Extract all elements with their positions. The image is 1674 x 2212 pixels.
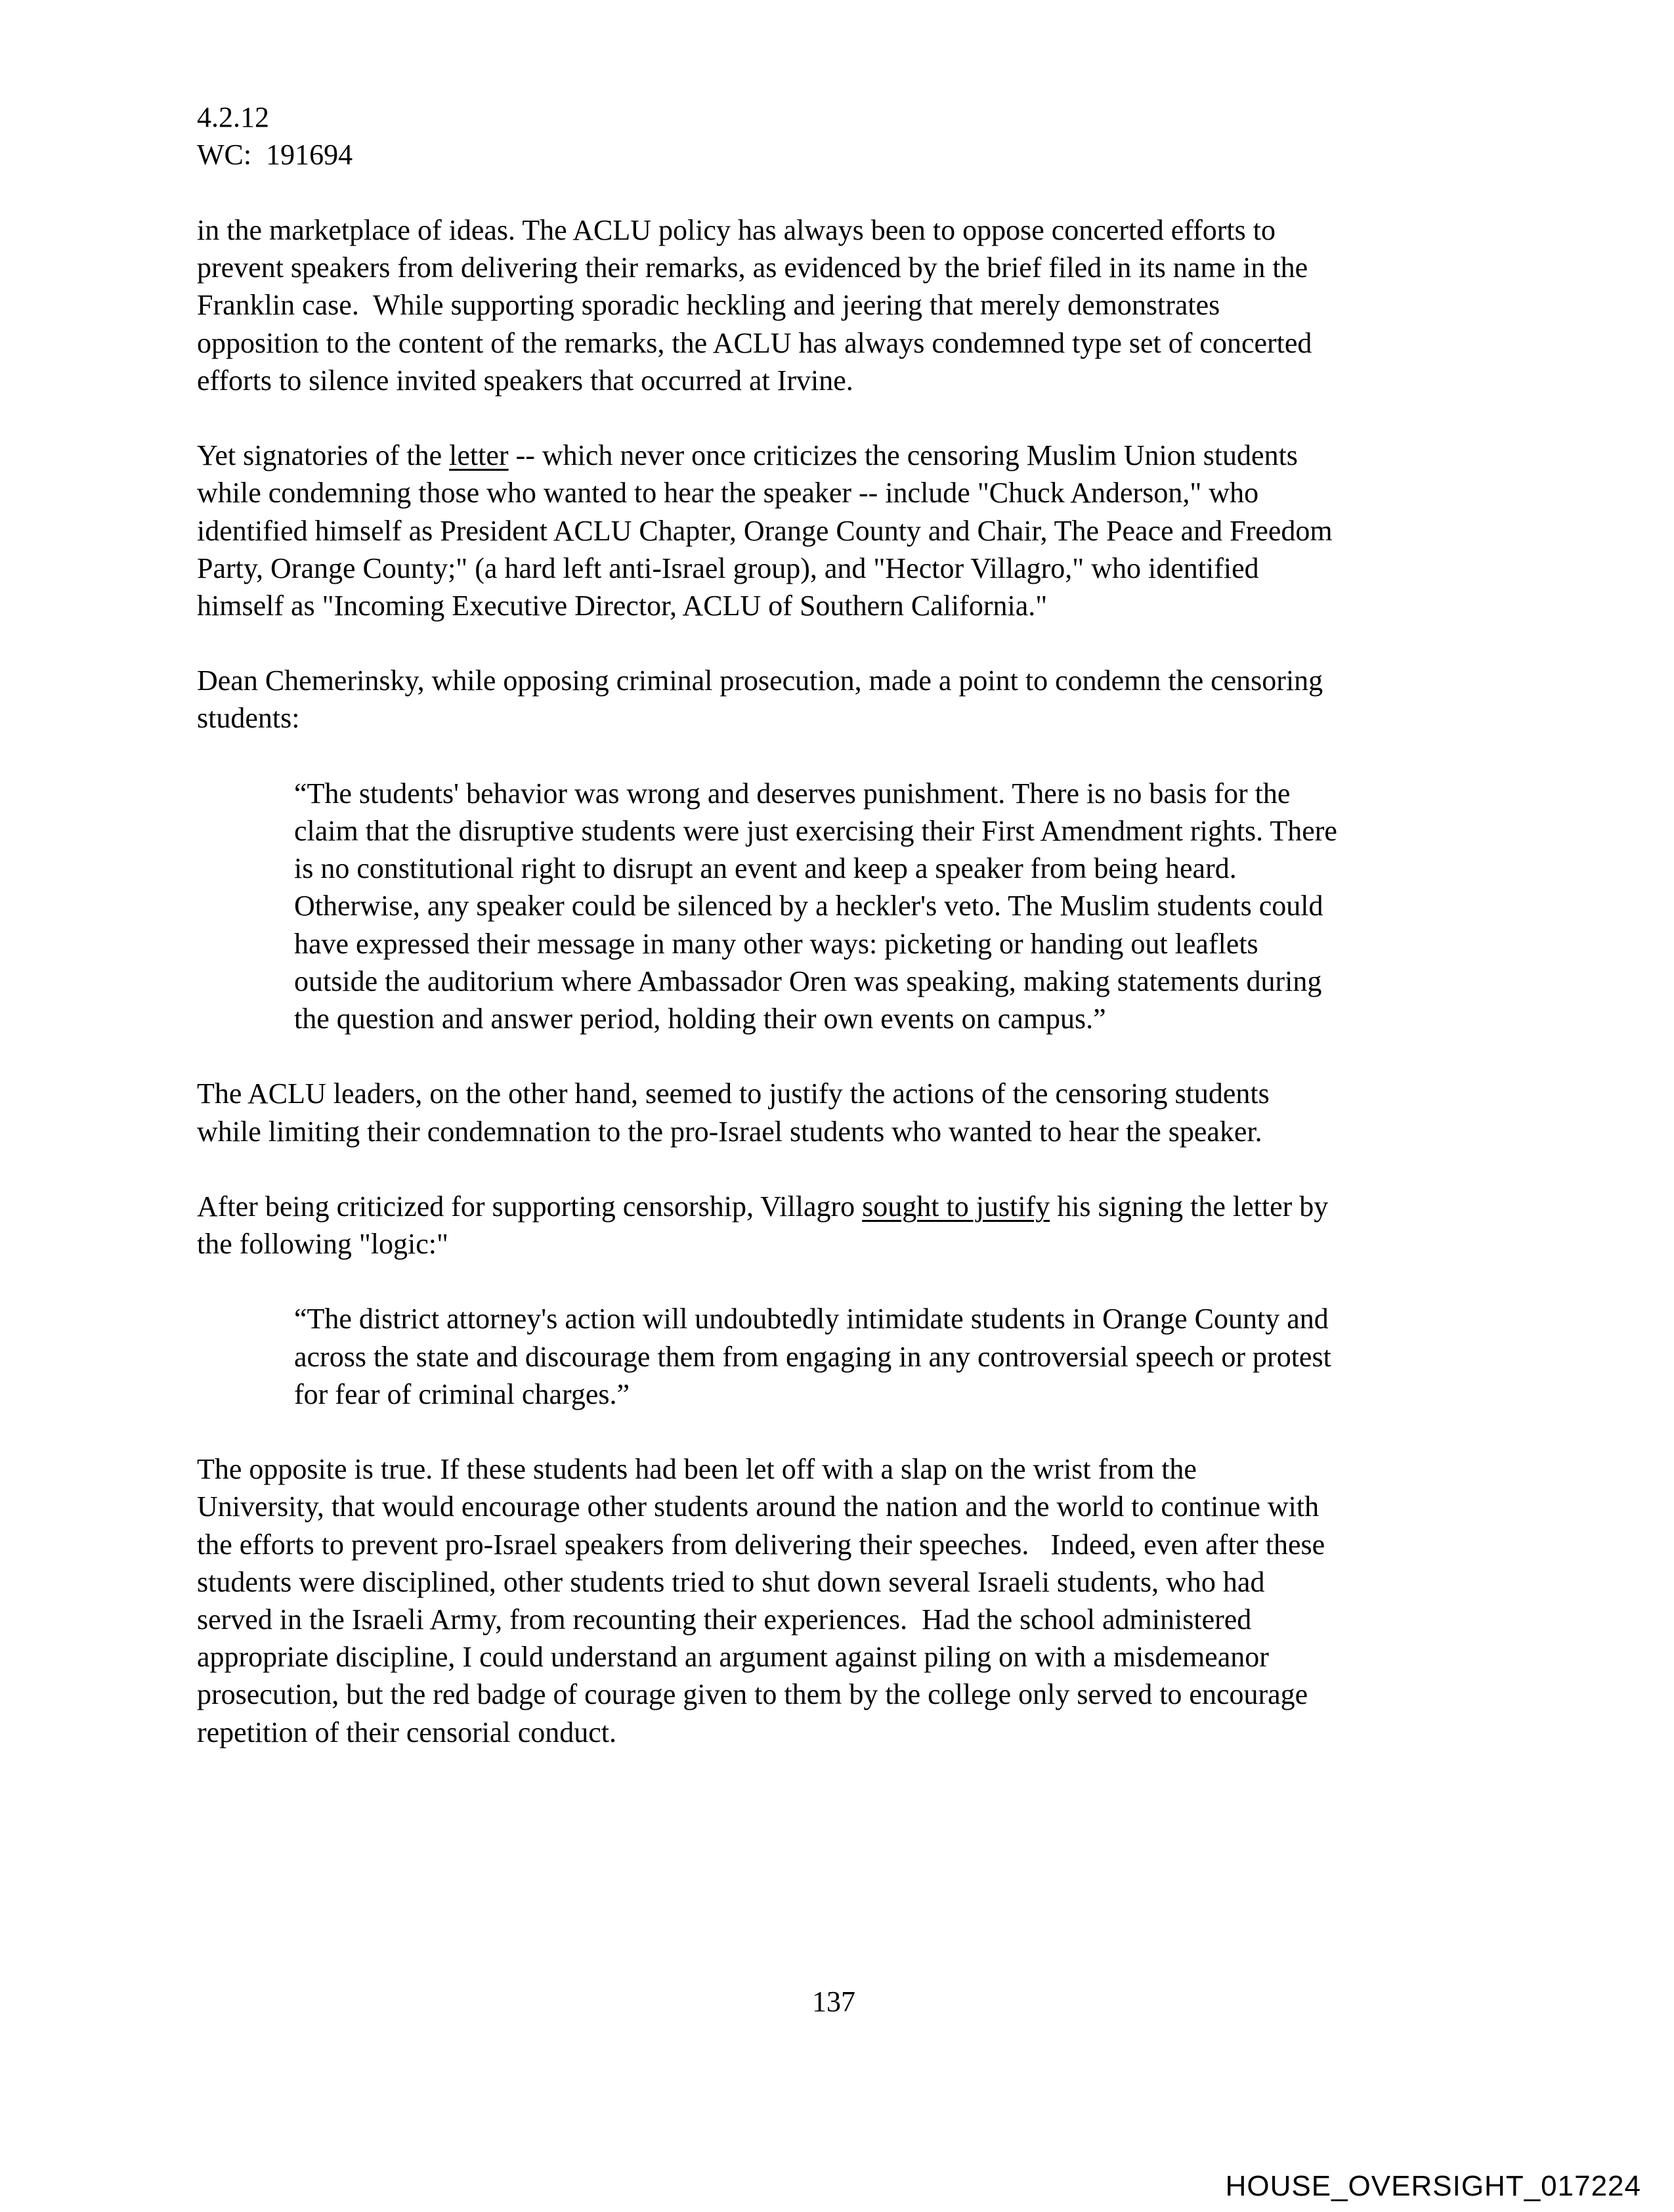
text-line: prevent speakers from delivering their remarks, as evidenced by the brief filed in its name in the bbox=[197, 251, 1308, 284]
text-line: while limiting their condemnation to the pro-Israel students who wanted to hear the speaker. bbox=[197, 1115, 1262, 1148]
text-line: while condemning those who wanted to hear the speaker -- include "Chuck Anderson," who bbox=[197, 477, 1259, 510]
document-header bbox=[197, 98, 353, 173]
text-line: the efforts to prevent pro-Israel speakers from delivering their speeches. Indeed, even after these bbox=[197, 1528, 1325, 1561]
text-line: appropriate discipline, I could understand an argument against piling on with a misdemeanor bbox=[197, 1641, 1269, 1674]
text-line: claim that the disruptive students were just exercising their First Amendment rights. There bbox=[294, 815, 1337, 847]
header-date: 4.2.12 bbox=[197, 101, 269, 133]
text-line: for fear of criminal charges.” bbox=[294, 1377, 630, 1410]
page-number bbox=[0, 1983, 1674, 2020]
page-number-text: 137 bbox=[812, 1985, 855, 2018]
text-line: students: bbox=[197, 702, 300, 735]
text-segment: his signing the letter by bbox=[1050, 1190, 1329, 1223]
text-line: served in the Israeli Army, from recounting their experiences. Had the school administered bbox=[197, 1603, 1252, 1636]
text-line: Dean Chemerinsky, while opposing criminal prosecution, made a point to condemn the censoring bbox=[197, 664, 1323, 697]
text-line: have expressed their message in many other ways: picketing or handing out leaflets bbox=[294, 927, 1258, 960]
document-body bbox=[197, 211, 1484, 1789]
text-line: prosecution, but the red badge of courage given to them by the college only served to encourage bbox=[197, 1678, 1308, 1711]
text-line: “The district attorney's action will undoubtedly intimidate students in Orange County and bbox=[294, 1303, 1329, 1335]
paragraph-opposite-true bbox=[197, 1450, 1484, 1751]
bates-number: HOUSE_OVERSIGHT_017224 bbox=[1225, 2170, 1641, 2202]
paragraph-chemerinsky-intro bbox=[197, 662, 1484, 737]
block-quote-chemerinsky bbox=[294, 775, 1484, 1037]
text-line: efforts to silence invited speakers that occurred at Irvine. bbox=[197, 364, 853, 397]
text-line: Party, Orange County;" (a hard left anti-Israel group), and "Hector Villagro," who identified bbox=[197, 552, 1259, 584]
text-line: in the marketplace of ideas. The ACLU policy has always been to oppose concerted efforts to bbox=[197, 214, 1276, 246]
text-line: The opposite is true. If these students had been let off with a slap on the wrist from the bbox=[197, 1453, 1197, 1486]
text-segment: After being criticized for supporting censorship, Villagro bbox=[197, 1190, 863, 1223]
text-segment: Yet signatories of the bbox=[197, 439, 450, 472]
block-quote-villagro bbox=[294, 1300, 1484, 1413]
text-line: students were disciplined, other students tried to shut down several Israeli students, who had bbox=[197, 1565, 1265, 1598]
text-line: outside the auditorium where Ambassador Oren was speaking, making statements during bbox=[294, 965, 1322, 997]
letter-link[interactable]: letter bbox=[449, 439, 509, 472]
text-line: Otherwise, any speaker could be silenced by a heckler's veto. The Muslim students could bbox=[294, 890, 1323, 922]
text-line: “The students' behavior was wrong and deserves punishment. There is no basis for the bbox=[294, 777, 1291, 810]
text-line: himself as "Incoming Executive Director, ACLU of Southern California." bbox=[197, 589, 1048, 622]
text-line: the following "logic:" bbox=[197, 1228, 448, 1261]
paragraph-aclu-leaders bbox=[197, 1075, 1484, 1150]
text-line: University, that would encourage other students around the nation and the world to continue with bbox=[197, 1490, 1320, 1523]
text-line: the question and answer period, holding their own events on campus.” bbox=[294, 1002, 1106, 1035]
paragraph-aclu-policy bbox=[197, 211, 1484, 399]
text-segment: -- which never once criticizes the censoring Muslim Union students bbox=[508, 439, 1298, 472]
header-word-count: WC: 191694 bbox=[197, 139, 353, 171]
text-line: is no constitutional right to disrupt an event and keep a speaker from being heard. bbox=[294, 852, 1237, 885]
text-line: across the state and discourage them from engaging in any controversial speech or protest bbox=[294, 1340, 1331, 1373]
text-line: identified himself as President ACLU Chapter, Orange County and Chair, The Peace and Freedom bbox=[197, 514, 1333, 547]
text-line bbox=[197, 437, 1484, 474]
sought-to-justify-link[interactable]: sought to justify bbox=[862, 1190, 1050, 1223]
text-line: repetition of their censorial conduct. bbox=[197, 1716, 616, 1748]
text-line bbox=[197, 1188, 1484, 1225]
paragraph-signatories bbox=[197, 437, 1484, 624]
text-line: The ACLU leaders, on the other hand, seemed to justify the actions of the censoring students bbox=[197, 1077, 1270, 1110]
text-line: Franklin case. While supporting sporadic heckling and jeering that merely demonstrates bbox=[197, 289, 1220, 322]
paragraph-villagro bbox=[197, 1188, 1484, 1263]
text-line: opposition to the content of the remarks, the ACLU has always condemned type set of concerted bbox=[197, 326, 1312, 359]
